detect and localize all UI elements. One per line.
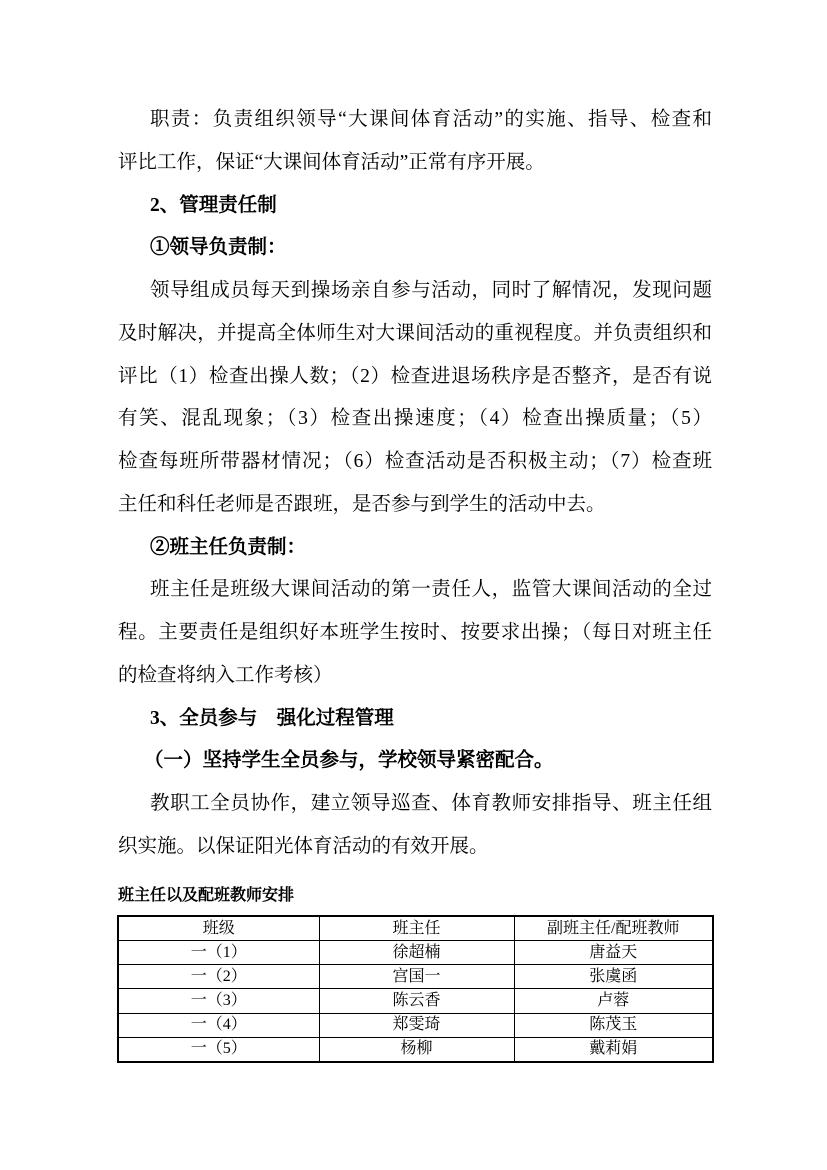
cell-head-teacher: 郑雯琦 (319, 1013, 514, 1037)
table-row (118, 1013, 713, 1037)
paragraph-line: 教职工全员协作，建立领导巡查、体育教师安排指导、班主任组 (150, 793, 712, 814)
cell-assistant-teacher: 戴莉娟 (514, 1037, 713, 1062)
section-heading-student-participation: （一）坚持学生全员参与，学校领导紧密配合。 (144, 750, 554, 772)
paragraph-line: 及时解决，并提高全体师生对大课间活动的重视程度。并负责组织和 (118, 322, 712, 344)
cell-head-teacher: 宫国一 (319, 965, 514, 989)
paragraph-line: 检查每班所带器材情况；（6）检查活动是否积极主动；（7）检查班 (118, 451, 712, 472)
paragraph-line: 织实施。以保证阳光体育活动的有效开展。 (118, 835, 489, 857)
cell-class: 一（3） (118, 989, 319, 1013)
cell-assistant-teacher: 张虞函 (514, 965, 713, 989)
section-heading-full-participation: 3、全员参与 强化过程管理 (150, 707, 394, 729)
teacher-roster-table (117, 915, 714, 1063)
section-heading-class-teacher-responsibility: ②班主任负责制： (150, 536, 307, 558)
cell-assistant-teacher: 唐益天 (514, 941, 713, 965)
cell-assistant-teacher: 卢蓉 (514, 989, 713, 1013)
table-row (118, 1037, 713, 1062)
paragraph-line: 评比（1）检查出操人数；（2）检查进退场秩序是否整齐，是否有说 (118, 365, 712, 387)
paragraph-line: 程。主要责任是组织好本班学生按时、按要求出操；（每日对班主任 (118, 622, 712, 643)
paragraph-line: 评比工作，保证“大课间体育活动”正常有序开展。 (118, 151, 545, 173)
column-header-head-teacher: 班主任 (319, 916, 514, 941)
roster-table-title: 班主任以及配班教师安排 (118, 886, 295, 904)
paragraph-line: 职责：负责组织领导“大课间体育活动”的实施、指导、检查和 (150, 109, 712, 130)
table-row (118, 965, 713, 989)
cell-head-teacher: 徐超楠 (319, 941, 514, 965)
paragraph-line: 班主任是班级大课间活动的第一责任人，监管大课间活动的全过 (150, 579, 712, 601)
table-row (118, 989, 713, 1013)
cell-head-teacher: 杨柳 (319, 1037, 514, 1062)
document-body (118, 99, 712, 1063)
cell-class: 一（1） (118, 941, 319, 965)
cell-assistant-teacher: 陈茂玉 (514, 1013, 713, 1037)
section-heading-leader-responsibility: ①领导负责制： (150, 237, 287, 259)
cell-class: 一（4） (118, 1013, 319, 1037)
cell-class: 一（5） (118, 1037, 319, 1062)
paragraph-line: 有笑、混乱现象；（3）检查出操速度；（4）检查出操质量；（5） (118, 408, 712, 430)
cell-class: 一（2） (118, 965, 319, 989)
paragraph-line: 领导组成员每天到操场亲自参与活动，同时了解情况，发现问题 (150, 280, 712, 301)
paragraph-line: 主任和科任老师是否跟班，是否参与到学生的活动中去。 (118, 493, 606, 515)
table-header-row (118, 916, 713, 941)
cell-head-teacher: 陈云香 (319, 989, 514, 1013)
column-header-class: 班级 (118, 916, 319, 941)
paragraph-line: 的检查将纳入工作考核） (118, 664, 333, 686)
table-row (118, 941, 713, 965)
section-heading-management-responsibility: 2、管理责任制 (150, 194, 277, 216)
column-header-assistant-teacher: 副班主任/配班教师 (514, 916, 713, 941)
